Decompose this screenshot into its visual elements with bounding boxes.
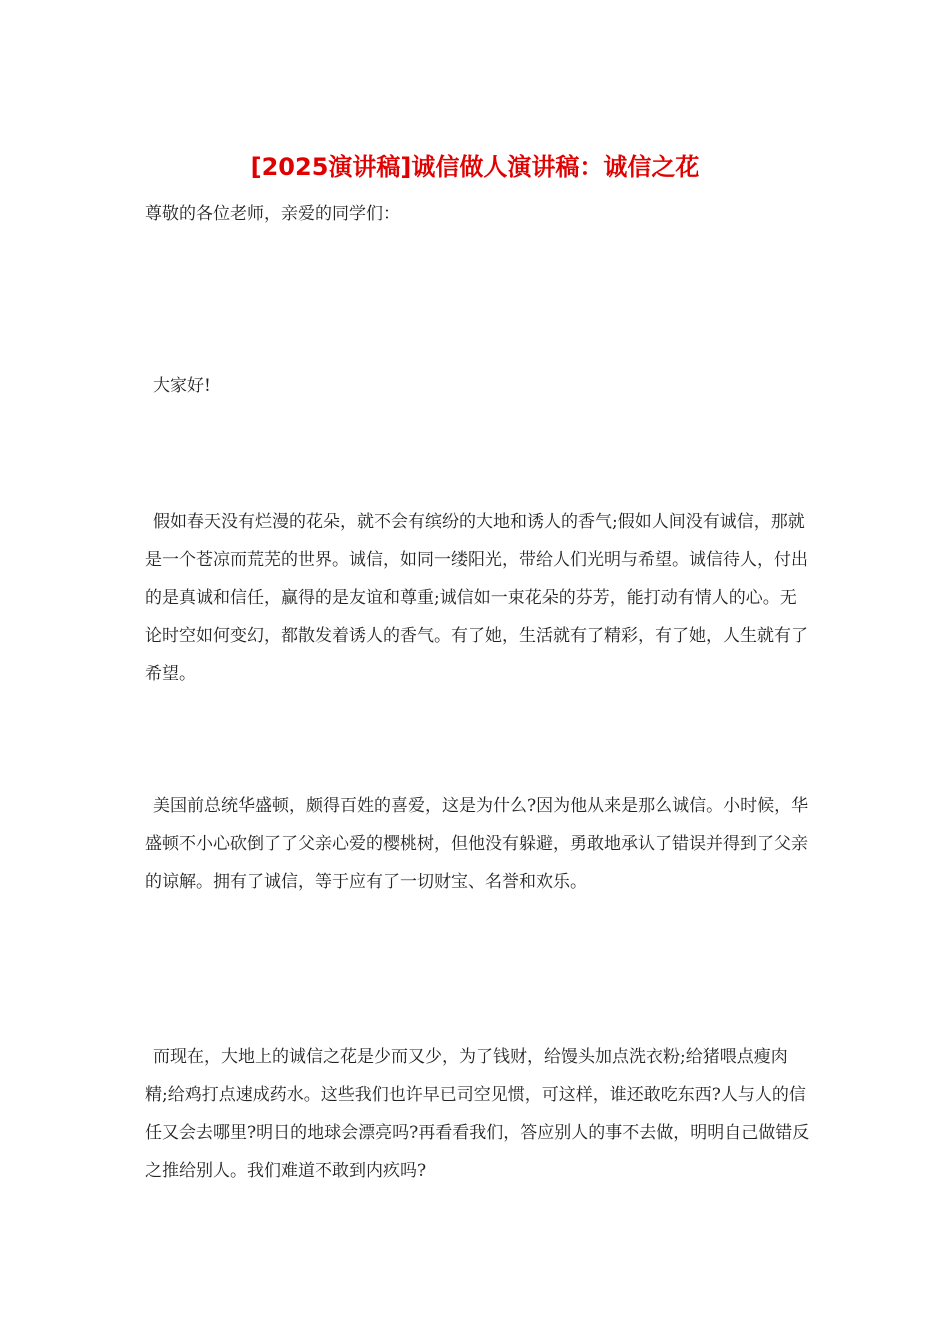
paragraph-now: 而现在，大地上的诚信之花是少而又少，为了钱财，给馒头加点洗衣粉;给猪喂点瘦肉精;给鸡打点速成药水。这些我们也许早已司空见惯，可这样，谁还敢吃东西?人与人的信任又会去哪里?明日的地球会漂亮吗?再看看我们，答应别人的事不去做，明明自己做错反之推给别人。我们难道不敢到内疚吗? [145, 1047, 810, 1181]
paragraph-washington: 美国前总统华盛顿，颇得百姓的喜爱，这是为什么?因为他从来是那么诚信。小时候，华盛顿不小心砍倒了了父亲心爱的樱桃树，但他没有躲避，勇敢地承认了错误并得到了父亲的谅解。拥有了诚信，等于应有了一切财宝、名誉和欢乐。 [145, 796, 809, 892]
paragraph-spring: 假如春天没有烂漫的花朵，就不会有缤纷的大地和诱人的香气;假如人间没有诚信，那就是一个苍凉而荒芜的世界。诚信，如同一缕阳光，带给人们光明与希望。诚信待人，付出的是真诚和信任，赢得的是友谊和尊重;诚信如一束花朵的芬芳，能打动有情人的心。无论时空如何变幻，都散发着诱人的香气。有了她，生活就有了精彩，有了她，人生就有了希望。 [145, 512, 808, 684]
greeting-line: 尊敬的各位老师，亲爱的同学们： [145, 204, 400, 224]
paragraph-hello: 大家好! [153, 376, 211, 396]
document-title: [2025演讲稿]诚信做人演讲稿：诚信之花 [250, 153, 700, 181]
